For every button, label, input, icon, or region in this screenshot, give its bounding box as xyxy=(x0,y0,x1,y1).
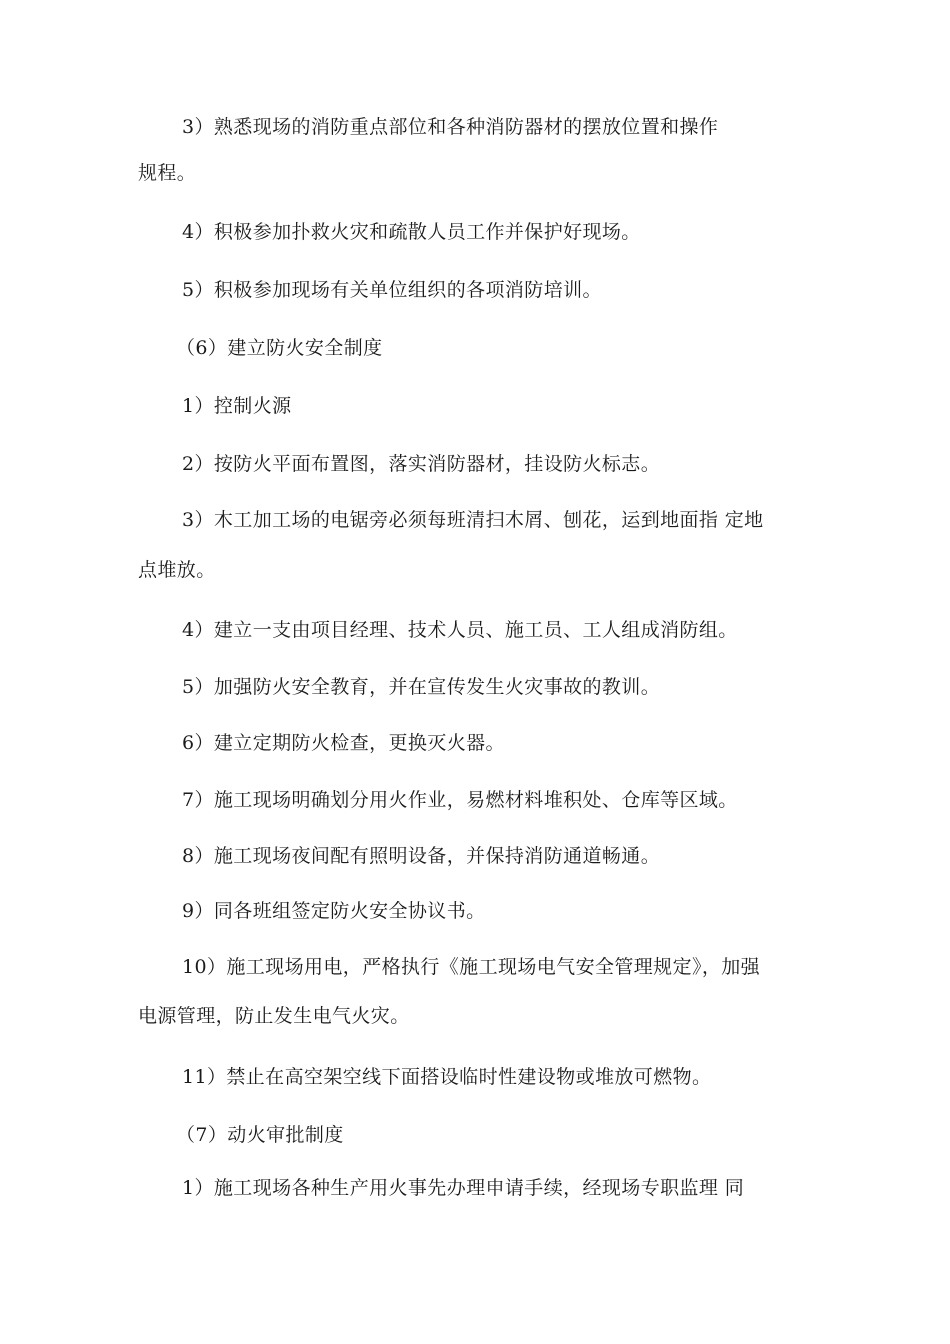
paragraph-line: 6）建立定期防火检查，更换灭火器。 xyxy=(182,732,505,754)
paragraph-line: 11）禁止在高空架空线下面搭设临时性建设物或堆放可燃物。 xyxy=(182,1066,712,1088)
paragraph-line: 3）木工加工场的电锯旁必须每班清扫木屑、刨花，运到地面指 定地 xyxy=(182,509,764,531)
paragraph-line: 8）施工现场夜间配有照明设备，并保持消防通道畅通。 xyxy=(182,845,661,867)
paragraph-line: 2）按防火平面布置图，落实消防器材，挂设防火标志。 xyxy=(182,453,661,475)
paragraph-line: 4）建立一支由项目经理、技术人员、施工员、工人组成消防组。 xyxy=(182,619,738,641)
paragraph-line: 点堆放。 xyxy=(138,559,216,581)
paragraph-line: 电源管理，防止发生电气火灾。 xyxy=(138,1005,410,1027)
paragraph-line: 5）加强防火安全教育，并在宣传发生火灾事故的教训。 xyxy=(182,676,661,698)
paragraph-line: 7）施工现场明确划分用火作业，易燃材料堆积处、仓库等区域。 xyxy=(182,789,738,811)
paragraph-line: 1）施工现场各种生产用火事先办理申请手续，经现场专职监理 同 xyxy=(182,1177,745,1199)
paragraph-line: 5）积极参加现场有关单位组织的各项消防培训。 xyxy=(182,279,602,301)
paragraph-line: 1）控制火源 xyxy=(182,395,292,417)
paragraph-line: 9）同各班组签定防火安全协议书。 xyxy=(182,900,486,922)
paragraph-line: 3）熟悉现场的消防重点部位和各种消防器材的摆放位置和操作 xyxy=(182,116,719,138)
section-heading: （7）动火审批制度 xyxy=(176,1124,344,1146)
section-heading: （6）建立防火安全制度 xyxy=(176,337,383,359)
paragraph-line: 规程。 xyxy=(138,162,197,184)
paragraph-line: 4）积极参加扑救火灾和疏散人员工作并保护好现场。 xyxy=(182,221,641,243)
paragraph-line: 10）施工现场用电，严格执行《施工现场电气安全管理规定》，加强 xyxy=(182,956,761,978)
